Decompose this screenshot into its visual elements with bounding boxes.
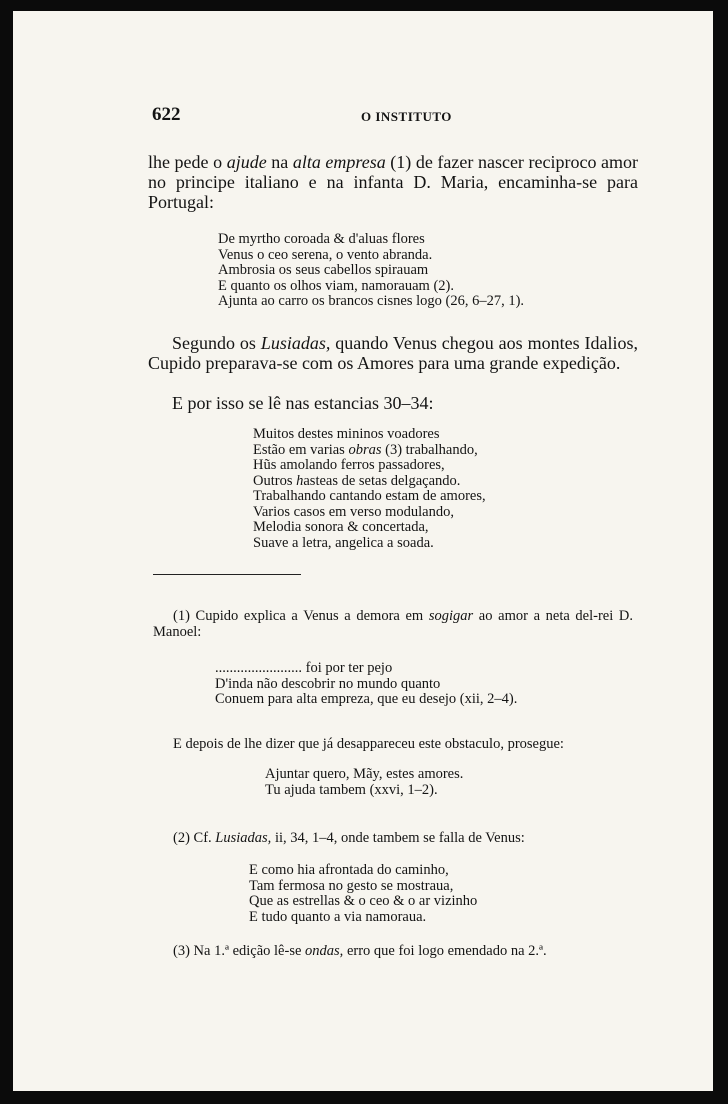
verse-line: Melodia sonora & concertada, xyxy=(253,519,429,535)
verse-line: Trabalhando cantando estam de amores, xyxy=(253,488,486,504)
running-header xyxy=(13,104,713,128)
verse-line: Muitos destes mininos voadores xyxy=(253,426,440,442)
paragraph-1: lhe pede o ajude na alta empresa (1) de fazer nascer reciproco amor no principe italiano e na infanta D. Maria, encaminha-se para Portugal: xyxy=(148,152,639,212)
footnote-1-verse-2 xyxy=(265,767,463,798)
verse-line: Hũs amolando ferros passadores, xyxy=(253,457,445,473)
verse-line: Conuem para alta empreza, que eu desejo (xii, 2–4). xyxy=(215,691,518,707)
verse-line: Outros hasteas de setas delgaçando. xyxy=(253,472,461,489)
verse-line: D'inda não descobrir no mundo quanto xyxy=(215,675,441,692)
page-number: 622 xyxy=(152,104,181,125)
verse-line: Ajuntar quero, Mãy, estes amores. xyxy=(265,766,464,782)
footnote-1-verse xyxy=(215,661,517,708)
footnote-2: (2) Cf. Lusiadas, ii, 34, 1–4, onde tambem se falla de Venus: xyxy=(173,830,525,846)
verse-line: E tudo quanto a via namoraua. xyxy=(249,908,427,925)
verse-line: De myrtho coroada & d'aluas flores xyxy=(218,231,425,247)
verse-block-1 xyxy=(218,232,524,310)
verse-line: E como hia afrontada do caminho, xyxy=(249,862,449,878)
verse-line: Tam fermosa no gesto se mostraua, xyxy=(249,877,454,894)
footnote-1: (1) Cupido explica a Venus a demora em sogigar ao amor a neta del-rei D. Manoel: xyxy=(153,608,634,640)
verse-line: Que as estrellas & o ceo & o ar vizinho xyxy=(249,893,478,909)
paragraph-2: Segundo os Lusiadas, quando Venus chegou aos montes Idalios, Cupido preparava-se com os Amores para uma grande expedição. xyxy=(148,333,638,373)
running-title: O INSTITUTO xyxy=(361,109,452,124)
verse-line: Venus o ceo serena, o vento abranda. xyxy=(218,246,433,263)
paragraph-3: E por isso se lê nas estancias 30–34: xyxy=(172,393,434,413)
verse-line: ........................ foi por ter pejo xyxy=(215,660,393,676)
book-page xyxy=(13,11,713,1091)
footnote-3: (3) Na 1.ª edição lê-se ondas, erro que foi logo emendado na 2.ª. xyxy=(173,943,547,959)
verse-line: Ambrosia os seus cabellos spirauam xyxy=(218,262,429,278)
verse-line: Suave a letra, angelica a soada. xyxy=(253,534,434,551)
verse-line: Ajunta ao carro os brancos cisnes logo (26, 6–27, 1). xyxy=(218,293,525,309)
verse-line: Tu ajuda tambem (xxvi, 1–2). xyxy=(265,781,438,798)
footnote-divider xyxy=(153,574,301,575)
verse-line: E quanto os olhos viam, namorauam (2). xyxy=(218,277,454,294)
verse-line: Varios casos em verso modulando, xyxy=(253,503,454,520)
verse-line: Estão em varias obras (3) trabalhando, xyxy=(253,441,478,458)
verse-block-2 xyxy=(253,427,486,551)
footnote-2-verse xyxy=(249,863,477,925)
footnote-1-continuation: E depois de lhe dizer que já desappareceu este obstaculo, prosegue: xyxy=(173,736,564,752)
